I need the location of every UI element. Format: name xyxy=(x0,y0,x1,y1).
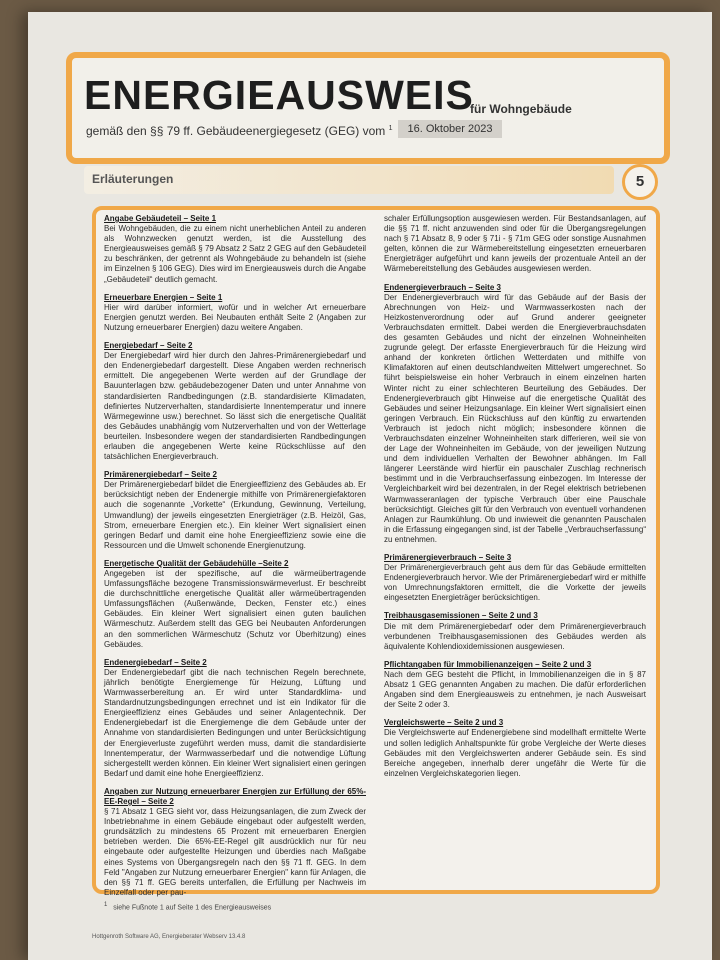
footnote xyxy=(104,902,271,911)
section-heading: Treibhausgasemissionen – Seite 2 und 3 xyxy=(384,611,538,621)
footnote-mark: 1 xyxy=(388,125,393,132)
footnote-number: 1 xyxy=(104,902,108,908)
section-title: Erläuterungen xyxy=(92,172,174,186)
section-heading: Endenergiebedarf – Seite 2 xyxy=(104,657,207,667)
page-number-badge: 5 xyxy=(622,164,658,200)
header-box xyxy=(66,52,670,164)
section-paragraph: schaler Erfüllungsoption ausgewiesen werden. Für Bestandsanlagen, auf die §§ 71 ff. nicht anzuwenden sind oder für die Übergangsregelungen nach § 71 Absatz 8, 9 oder § 71i - § 71m GEG oder sonstige Ausnahmen gelten, können die zur Wärmebereitstellung eingesetzten erneuerbaren Energieträger aufgeführt und kann jeweils der prozentuale Anteil an der Wärmebereitstellung des Gebäudes ausgewiesen werden. xyxy=(384,214,646,274)
section-heading: Energetische Qualität der Gebäudehülle –Seite 2 xyxy=(104,558,289,568)
section-paragraph: Nach dem GEG besteht die Pflicht, in Immobilienanzeigen die in § 87 Absatz 1 GEG genannten Angaben zu machen. Die dafür erforderlichen Angaben sind dem Energieausweis zu entnehmen, je nach Ausweisart der Seite 2 oder 3. xyxy=(384,669,646,710)
section-heading: Primärenergieverbrauch – Seite 3 xyxy=(384,553,512,562)
section-heading: Energiebedarf – Seite 2 xyxy=(104,341,193,351)
section-heading: Vergleichswerte – Seite 2 und 3 xyxy=(384,718,504,728)
section-heading: Pflichtangaben für Immobilienanzeigen – Seite 2 und 3 xyxy=(384,659,592,669)
software-credit: Hottgenroth Software AG, Energieberater Webserv 13.4.8 xyxy=(92,934,246,940)
section-paragraph: Der Endenergiebedarf gibt die nach technischen Regeln berechnete, jährlich benötigte Energiemenge für Heizung, Lüftung und Warmwasserbereitung an. Er wird unter Standardklima- und Standardnutzungsbedingungen errechnet und ist ein Indikator für die Energieeffizienz eines Gebäudes und seiner Anlagentechnik. Der Endenergiebedarf ist die Energiemenge die dem Gebäude unter der Annahme von standardisierten Bedingungen und unter Berücksichtigung der Energieverluste zugeführt werden muss, damit die standardisierte Innentemperatur, der Warmwasserbedarf und die notwendige Lüftung sichergestellt werden können. Ein kleiner Wert signalisiert einen geringen Bedarf und damit eine hohe Energieeffizienz. xyxy=(104,667,366,778)
section-paragraph: Hier wird darüber informiert, wofür und in welcher Art erneuerbare Energien genutzt werden. Bei Neubauten enthält Seite 2 (Angaben zur Nutzung erneuerbarer Energien) dazu weitere Angaben. xyxy=(104,302,366,332)
section-heading: Endenergieverbrauch – Seite 3 xyxy=(384,282,501,292)
section-heading: Angabe Gebäudeteil – Seite 1 xyxy=(104,214,217,223)
section-paragraph: Der Energiebedarf wird hier durch den Jahres-Primärenergiebedarf und den Endenergiebedarf dargestellt. Diese Angaben werden rechnerisch ermittelt. Die angegebenen Werte werden auf der Grundlage der Bauunterlagen bzw. gebäudebezogener Daten und unter Annahme von standardisierten Randbedingungen (z.B. standardisierte Klimadaten, definiertes Nutzerverhalten, standardisierte Innentemperatur und innere Wärmegewinne usw.) berechnet. So lässt sich die energetische Qualität des Gebäudes unabhängig vom Nutzerverhalten und von der Wetterlage beurteilen. Insbesondere wegen der standardisierten Randbedingungen erlauben die angegebenen Werte keine Rückschlüsse auf den tatsächlichen Energieverbrauch. xyxy=(104,351,366,462)
right-column xyxy=(384,214,646,787)
section-paragraph: Der Primärenergiebedarf bildet die Energieeffizienz des Gebäudes ab. Er berücksichtigt neben der Endenergie mithilfe von Primärenergiefaktoren auch die sogenannte „Vorkette“ (Erkundung, Gewinnung, Verteilung, Umwandlung) der jeweils eingesetzten Energieträger (z.B. Heizöl, Gas, Strom, erneuerbare Energien etc.). Ein kleiner Wert signalisiert einen geringen Bedarf und damit eine hohe Energieeffizienz sowie eine die Ressourcen und die Umwelt schonende Energienutzung. xyxy=(104,480,366,550)
section-bar xyxy=(84,166,614,194)
explanations-box xyxy=(92,206,660,897)
left-column xyxy=(104,214,366,906)
section-paragraph: Die Vergleichswerte auf Endenergiebene sind modellhaft ermittelte Werte und sollen lediglich Anhaltspunkte für grobe Vergleiche der Werte dieses Gebäudes mit den Vergleichswerten anderer Gebäude sein. Es sind Bereiche angegeben, innerhalb derer ungefähr die Werte für die einzelnen Vergleichskategorien liegen. xyxy=(384,728,646,778)
section-heading: Erneuerbare Energien – Seite 1 xyxy=(104,292,223,302)
section-heading: Angaben zur Nutzung erneuerbarer Energien zur Erfüllung der 65%-EE-Regel – Seite 2 xyxy=(104,786,366,806)
section-paragraph: § 71 Absatz 1 GEG sieht vor, dass Heizungsanlagen, die zum Zweck der Inbetriebnahme in einem Gebäude eingebaut oder aufgestellt werden, grundsätzlich zu mindestens 65 Prozent mit erneuerbaren Energien betrieben werden. Die 65%-EE-Regel gilt ausdrücklich nur für neu eingebaute oder aufgestellte Heizungen und überdies nach Maßgabe eines Systems von Übergangsregeln nach den §§ 71 ff. GEG. In dem Feld "Angaben zur Nutzung erneuerbarer Energien" kann für Anlagen, die den §§ 71 ff. GEG bereits unterfallen, die Erfüllung per Nachweis im Einzelfall oder per pau- xyxy=(104,807,366,897)
legal-basis-text: gemäß den §§ 79 ff. Gebäudeenergiegesetz (GEG) vom xyxy=(86,124,386,138)
legal-basis xyxy=(86,124,393,138)
issue-date: 16. Oktober 2023 xyxy=(398,120,502,138)
document-subtitle: für Wohngebäude xyxy=(470,102,572,116)
section-paragraph: Der Endenergieverbrauch wird für das Gebäude auf der Basis der Abrechnungen von Heiz- und Warmwasserkosten nach der Heizkostenverordnung oder auf Grund anderer geeigneter Verbrauchsdaten ermittelt. Dabei werden die Energieverbrauchsdaten des gesamten Gebäudes und nicht der einzelnen Wohneinheiten zugrunde gelegt. Der erfasste Energieverbrauch für die Heizung wird anhand der konkreten örtlichen Wetterdaten und mithilfe von Klimafaktoren auf einen deutschlandweiten Mittelwert umgerechnet. So führt beispielsweise ein hoher Verbrauch in einem einzelnen harten Winter nicht zu einer schlechteren Beurteilung des Gebäudes. Der Endenergieverbrauch gibt Hinweise auf die energetische Qualität des Gebäudes und seiner Heizungsanlage. Ein kleiner Wert signalisiert einen geringen Verbrauch. Ein Rückschluss auf den künftig zu erwartenden Verbrauch ist jedoch nicht möglich; insbesondere können die Verbrauchsdaten einzelner Wohneinheiten stark differieren, weil sie von der Lage der Wohneinheiten im Gebäude, von der jeweiligen Nutzung und dem individuellen Verhalten der Bewohner abhängen. Im Fall längerer Leerstände wird hierfür ein pauschaler Zuschlag rechnerisch bestimmt und in die Verbrauchserfassung einbezogen. Im Interesse der Vergleichbarkeit wird bei dezentralen, in der Regel elektrisch betriebenen Warmwasseranlagen der typische Verbrauch über eine Pauschale berücksichtigt. Gleiches gilt für den Verbrauch von eventuell vorhandenen Anlagen zur Raumkühlung. Ob und inwieweit die genannten Pauschalen in die Erfassung eingegangen sind, ist der Tabelle „Verbrauchserfassung“ zu entnehmen. xyxy=(384,292,646,544)
footnote-text: siehe Fußnote 1 auf Seite 1 des Energieausweises xyxy=(113,904,272,912)
section-paragraph: Bei Wohngebäuden, die zu einem nicht unerheblichen Anteil zu anderen als Wohnzwecken genutzt werden, ist die Ausstellung des Energieausweises gemäß § 79 Absatz 2 Satz 2 GEG auf den Gebäudeteil zu beschränken, der getrennt als Wohngebäude zu behandeln ist (siehe im Einzelnen § 106 GEG). Dies wird im Energieausweis durch die Angabe „Gebäudeteil“ deutlich gemacht. xyxy=(104,224,366,284)
section-heading: Primärenergiebedarf – Seite 2 xyxy=(104,470,217,480)
section-paragraph: Angegeben ist der spezifische, auf die wärmeübertragende Umfassungsfläche bezogene Transmissionswärmeverlust. Er beschreibt die durchschnittliche energetische Qualität aller wärmeübertragenden Umfassungsflächen (Außenwände, Decken, Fenster etc.) eines Gebäudes. Ein kleiner Wert signalisiert einen guten baulichen Wärmeschutz. Außerdem stellt das GEG bei Neubauten Anforderungen an den sommerlichen Wärmeschutz (Schutz vor Überhitzung) eines Gebäudes. xyxy=(104,569,366,649)
section-paragraph: Der Primärenergieverbrauch geht aus dem für das Gebäude ermittelten Endenergieverbrauch hervor. Wie der Primärenergiebedarf wird er mithilfe von Umrechnungsfaktoren ermittelt, die die Vorkette der jeweils eingesetzten Energieträger berücksichtigen. xyxy=(384,563,646,603)
document-title: ENERGIEAUSWEIS xyxy=(84,72,474,118)
section-paragraph: Die mit dem Primärenergiebedarf oder dem Primärenergieverbrauch verbundenen Treibhausgasemissionen des Gebäudes werden als äquivalente Kohlendioxidemissionen ausgewiesen. xyxy=(384,621,646,651)
